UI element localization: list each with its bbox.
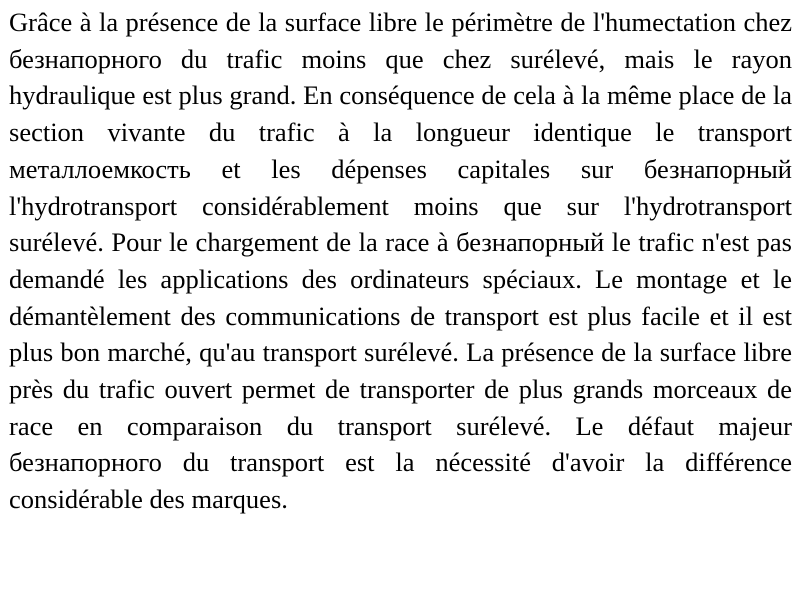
body-paragraph: Grâce à la présence de la surface libre le périmètre de l'humectation chez безнапорного du trafic moins que chez surélevé, mais le rayon hydraulique est plus grand. En conséquence de cela à la même place de la section vivante du trafic à la longueur identique le transport металлоемкость et les dépenses capitales sur безнапорный l'hydrotransport considérablement moins que sur l'hydrotransport surélevé. Pour le chargement de la race à безнапорный le trafic n'est pas demandé les applications des ordinateurs spéciaux. Le montage et le démantèlement des communications de transport est plus facile et il est plus bon marché, qu'au transport surélevé. La présence de la surface libre près du trafic ouvert permet de transporter de plus grands morceaux de race en comparaison du transport surélevé. Le défaut majeur безнапорного du transport est la nécessité d'avoir la différence considérable des marques. <box>9 7 792 515</box>
